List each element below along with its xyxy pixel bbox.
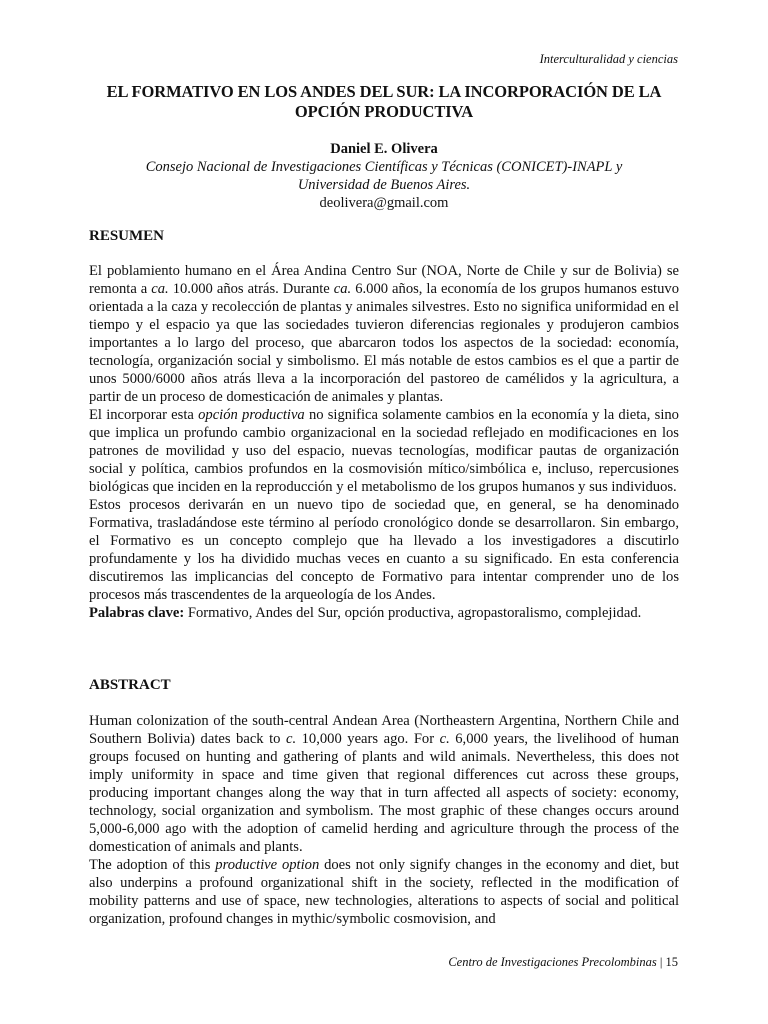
resumen-paragraph-1: El poblamiento humano en el Área Andina Centro Sur (NOA, Norte de Chile y sur de Bolivia) se remonta a ca. 10.000 años atrás. Durante ca. 6.000 años, la economía de los grupos humanos estuvo orientada a la caza y recolección de plantas y animales silvestres. Esto no significa uniformidad en el tiempo y el espacio ya que las sociedades tuvieron diferencias regionales y produjeron cambios importantes a lo largo del proceso, que abarcaron todos los aspectos de la sociedad: economía, tecnología, organización social y simbolismo. El más notable de estos cambios es el que a partir de unos 5000/6000 años atrás lleva a la incorporación del pastoreo de camélidos y la agricultura, a partir de un proceso de domesticación de animales y plantas. [89,263,679,405]
affiliation-line-2: Universidad de Buenos Aires. [297,177,471,193]
keywords-label: Palabras clave: [89,605,185,621]
abstract-paragraph-2: The adoption of this productive option does not only signify changes in the economy and diet, but also underpins a profound organizational shift in the society, reflected in the modification of mobility patterns and use of space, new technologies, alterations to aspects of social and political organization, profound changes in mythic/symbolic cosmovision, and [89,857,679,927]
keywords [89,604,679,622]
author-name: Daniel E. Olivera [330,141,438,157]
resumen-body [89,262,679,622]
resumen-paragraph-2: El incorporar esta opción productiva no significa solamente cambios en la economía y la dieta, sino que implica un profundo cambio organizacional en la sociedad reflejado en modificaciones en los patrones de movilidad y uso del espacio, nuevas tecnologías, modificar pautas de organización social y política, cambios profundos en la cosmovisión mítico/simbólica e, incluso, repercusiones biológicas que inciden en la reproducción y el metabolismo de los grupos humanos y sus individuos. [89,407,679,495]
page-footer [448,955,678,970]
keywords-text: Formativo, Andes del Sur, opción productiva, agropastoralismo, complejidad. [184,605,642,621]
abstract-heading: ABSTRACT [89,677,171,693]
resumen-paragraph-3: Estos procesos derivarán en un nuevo tipo de sociedad que, en general, se ha denominado Formativa, trasladándose este término al período cronológico donde se desarrollaron. Sin embargo, el Formativo es un concepto complejo que ha llevado a los investigadores a discutirlo profundamente y los ha dividido muchas veces en cuanto a su significado. En esta conferencia discutiremos las implicancias del concepto de Formativo para intentar comprender uno de los procesos más trascendentes de la arqueología de los Andes. [89,497,679,603]
byline [89,140,679,212]
resumen-heading: RESUMEN [89,228,165,244]
page-number: 15 [665,955,678,969]
abstract-paragraph-1: Human colonization of the south-central Andean Area (Northeastern Argentina, Northern Chile and Southern Bolivia) dates back to c. 10,000 years ago. For c. 6,000 years, the livelihood of human groups focused on hunting and gathering of plants and wild animals. Nevertheless, this does not imply uniformity in space and time given that regional differences cut across these groups, producing important changes along the way that in turn affected all aspects of society: economy, technology, social organization and symbolism. The most graphic of these changes occurs around 5,000-6,000 ago with the adoption of camelid herding and agriculture through the process of the domestication of animals and plants. [89,713,679,855]
author-email: deolivera@gmail.com [319,195,449,211]
affiliation-line-1: Consejo Nacional de Investigaciones Científicas y Técnicas (CONICET)-INAPL y [145,159,623,175]
footer-separator: | [656,955,666,969]
running-header: Interculturalidad y ciencias [539,52,678,66]
article-title: EL FORMATIVO EN LOS ANDES DEL SUR: LA INCORPORACIÓN DE LA OPCIÓN PRODUCTIVA [106,82,662,121]
footer-journal: Centro de Investigaciones Precolombinas [448,955,657,969]
abstract-body [89,712,679,928]
